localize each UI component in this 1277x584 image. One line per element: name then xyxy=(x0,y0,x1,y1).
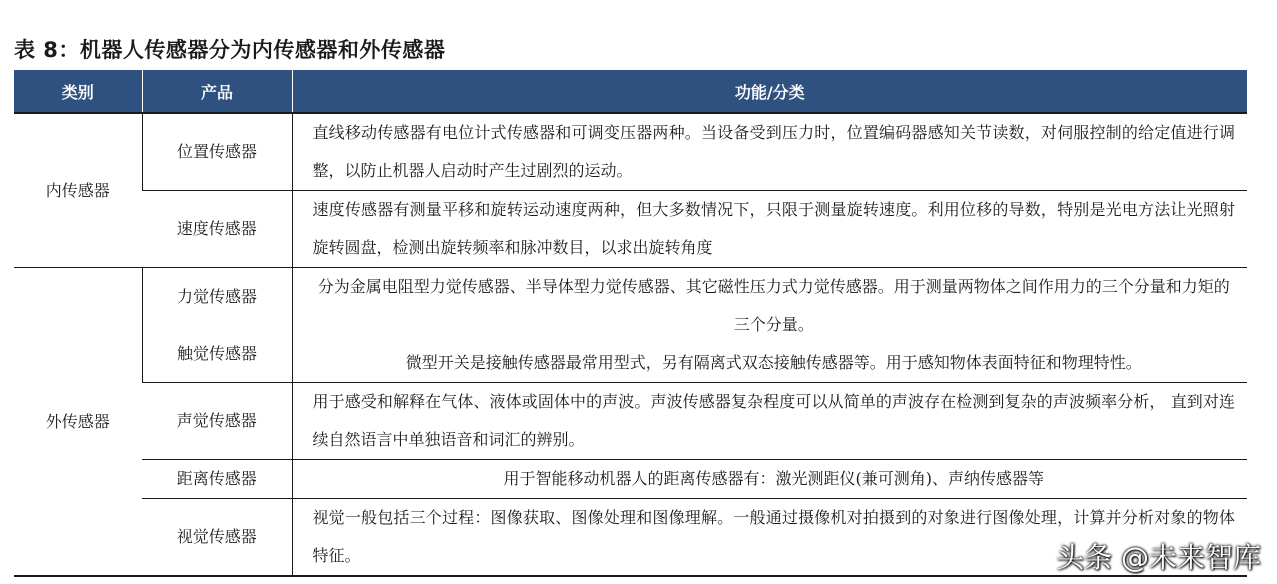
table-row xyxy=(14,191,1247,268)
description-cell: 直线移动传感器有电位计式传感器和可调变压器两种。当设备受到压力时，位置编码器感知关节读数，对伺服控制的给定值进行调整，以防止机器人启动时产生过剧烈的运动。 xyxy=(292,113,1247,191)
description-force: 分为金属电阻型力觉传感器、半导体型力觉传感器、其它磁性压力式力觉传感器。用于测量两物体之间作用力的三个分量和力矩的三个分量。 xyxy=(317,277,1230,334)
product-force: 力觉传感器 xyxy=(176,287,257,306)
table-row xyxy=(14,113,1247,191)
sensor-table xyxy=(14,70,1247,577)
product-cell: 声觉传感器 xyxy=(176,411,257,430)
product-cell xyxy=(142,268,292,383)
description-cell: 视觉一般包括三个过程：图像获取、图像处理和图像理解。一般通过摄像机对拍摄到的对象进行图像处理，计算并分析对象的物体特征。 xyxy=(292,499,1247,577)
table-header-row xyxy=(14,70,1247,113)
description-cell: 用于感受和解释在气体、液体或固体中的声波。声波传感器复杂程度可以从简单的声波存在检测到复杂的声波频率分析， 直到对连续自然语言中单独语音和词汇的辨别。 xyxy=(292,383,1247,460)
product-cell: 位置传感器 xyxy=(142,113,292,191)
category-cell-external: 外传感器 xyxy=(45,411,110,431)
description-cell: 速度传感器有测量平移和旋转运动速度两种，但大多数情况下，只限于测量旋转速度。利用位移的导数，特别是光电方法让光照射旋转圆盘，检测出旋转频率和脉冲数目，以求出旋转角度 xyxy=(292,191,1247,268)
table-row xyxy=(14,383,1247,460)
product-touch: 触觉传感器 xyxy=(176,344,257,363)
description-cell: 用于智能移动机器人的距离传感器有：激光测距仪(兼可测角)、声纳传感器等 xyxy=(292,460,1247,499)
table-row xyxy=(14,460,1247,499)
product-cell: 视觉传感器 xyxy=(176,527,257,546)
watermark: 头条 @未来智库 xyxy=(1056,541,1261,574)
table-row xyxy=(14,268,1247,383)
product-cell: 速度传感器 xyxy=(176,219,257,238)
description-touch: 微型开关是接触传感器最常用型式，另有隔离式双态接触传感器等。用于感知物体表面特征和物理特性。 xyxy=(405,353,1142,372)
header-function: 功能/分类 xyxy=(292,70,1247,113)
description-cell xyxy=(292,268,1247,383)
product-cell: 距离传感器 xyxy=(176,469,257,488)
header-product: 产品 xyxy=(142,70,292,113)
table-title: 表 8：机器人传感器分为内传感器和外传感器 xyxy=(14,38,446,62)
category-cell-internal: 内传感器 xyxy=(45,180,110,200)
header-category: 类别 xyxy=(14,70,142,113)
